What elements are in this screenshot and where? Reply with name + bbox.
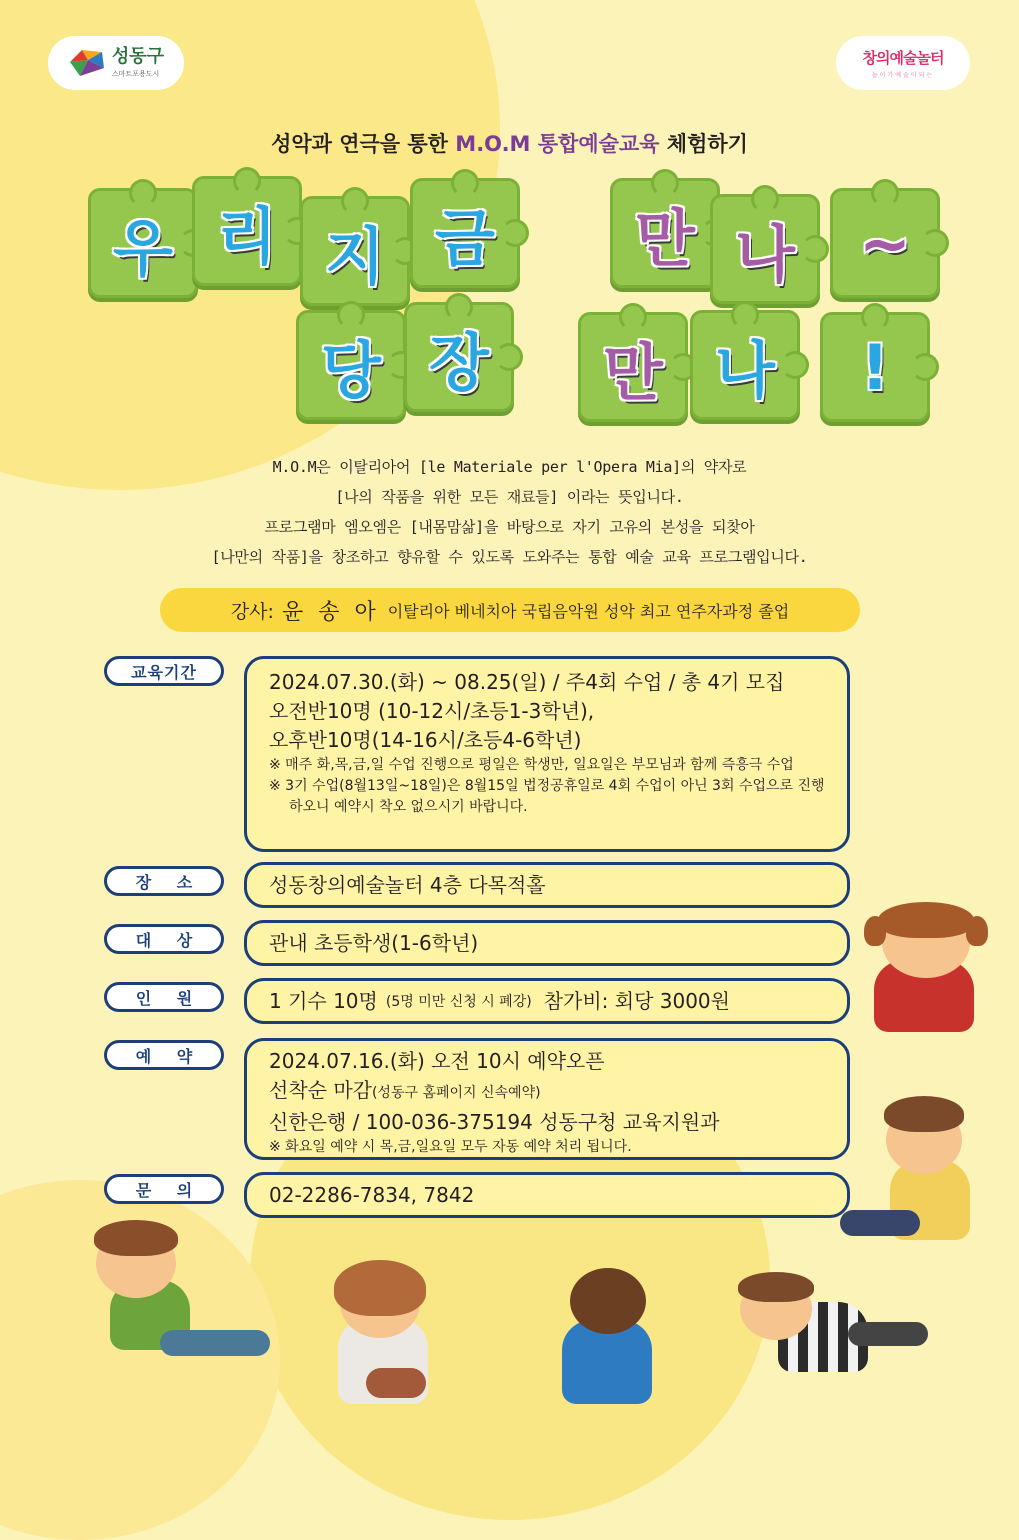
title-glyph: 리 [217,199,277,273]
booking-account: 신한은행 / 100-036-375194 성동구청 교육지원과 [269,1110,720,1134]
target-text: 관내 초등학생(1-6학년) [269,930,479,955]
label-booking: 예 약 [104,1040,224,1070]
title-glyph: 만 [635,201,695,275]
program-description [0,452,1019,572]
title-tile [830,188,940,298]
label-target: 대 상 [104,924,224,954]
booking-box [244,1038,850,1160]
subtitle-part1: 성악과 연극을 통한 [271,132,456,156]
subtitle [0,128,1019,158]
seongdong-logo [48,36,184,90]
label-period: 교육기간 [104,656,224,686]
title-tile [820,312,930,422]
title-glyph: 금 [435,201,495,275]
people-minimum: (5명 미만 신청 시 폐강) [385,994,532,1010]
instructor-name: 윤 송 아 [281,599,380,625]
title-glyph: 당 [321,333,381,407]
title-glyph: 나 [715,333,775,407]
title-glyph: ! [860,330,890,404]
title-tile [404,302,514,412]
description-line: M.O.M은 이탈리아어 [le Materiale per l'Opera Mia]의 약자로 [272,458,747,476]
period-line: 오전반10명 (10-12시/초등1-3학년), [269,699,595,723]
girl-white-shirt-illustration [326,1258,446,1408]
label-place: 장 소 [104,866,224,896]
title-tile [192,176,302,286]
boy-striped-shirt-illustration [738,1272,928,1392]
booking-note: ※ 화요일 예약 시 목,금,일요일 모두 자동 예약 처리 됩니다. [269,1139,632,1155]
period-box [244,656,850,852]
target-box [244,920,850,966]
title-glyph: 우 [113,211,173,285]
label-contact: 문 의 [104,1174,224,1204]
art-playground-logo [836,36,970,90]
title-glyph: 만 [603,335,663,409]
title-tile [88,188,198,298]
place-box [244,862,850,908]
description-line: [나만의 작품]을 창조하고 향유할 수 있도록 도와주는 통합 예술 교육 프로그램입니다. [211,548,808,566]
logo-right-sub: 놀이가예술이되는 [871,72,935,79]
title-glyph: ~ [859,206,911,280]
subtitle-part2: 체험하기 [659,132,748,156]
booking-method: (성동구 홈페이지 신속예약) [371,1085,541,1101]
instructor-banner [160,588,860,632]
subtitle-highlight: M.O.M 통합예술교육 [455,132,660,156]
description-line: [나의 작품을 위한 모든 재료들] 이라는 뜻입니다. [335,488,684,506]
seongdong-mark-icon [68,48,106,78]
contact-phone: 02-2286-7834, 7842 [269,1182,475,1207]
title-tile [610,178,720,288]
period-line: 2024.07.30.(화) ~ 08.25(일) / 주4회 수업 / 총 4기 모집 [269,670,785,694]
title-tile [578,312,688,422]
boy-sitting-illustration [830,1090,1000,1250]
title-tile [300,196,410,306]
title-tile [410,178,520,288]
period-note: ※ 매주 화,목,금,일 수업 진행으로 평일은 학생만, 일요일은 부모님과 함께 즉흥극 수업 [269,757,794,773]
booking-open: 2024.07.16.(화) 오전 10시 예약오픈 [269,1049,605,1073]
people-count: 1 기수 10명 [269,988,378,1013]
boy-green-shirt-illustration [70,1220,270,1370]
title-glyph: 장 [429,325,489,399]
instructor-label: 강사: [230,600,274,623]
logo-left-name: 성동구 [111,46,165,67]
title-tile [710,194,820,304]
people-box [244,978,850,1024]
boy-blue-shirt-illustration [554,1262,664,1412]
description-line: 프로그램마 엠오엠은 [내몸맘삶]을 바탕으로 자기 고유의 본성을 되찾아 [264,518,755,536]
title-tile [690,310,800,420]
title-glyph: 나 [735,217,795,291]
logo-right-name: 창의예술놀터 [862,49,944,67]
period-line: 오후반10명(14-16시/초등4-6학년) [269,728,582,752]
title-tile [296,310,406,420]
booking-deadline: 선착순 마감 [269,1078,372,1102]
place-text: 성동창의예술놀터 4층 다목적홀 [269,872,546,897]
girl-illustration [856,898,996,1038]
contact-box [244,1172,850,1218]
instructor-career: 이탈리아 베네치아 국립음악원 성악 최고 연주자과정 졸업 [387,601,790,621]
logo-left-sub: 스마트포용도시 [111,70,160,78]
title-glyph: 지 [325,219,385,293]
label-people: 인 원 [104,982,224,1012]
period-note: ※ 3기 수업(8월13일~18일)은 8월15일 법정공휴일로 4회 수업이 아닌 3회 수업으로 진행하오니 예약시 착오 없으시기 바랍니다. [269,778,825,815]
people-fee: 참가비: 회당 3000원 [543,988,730,1013]
